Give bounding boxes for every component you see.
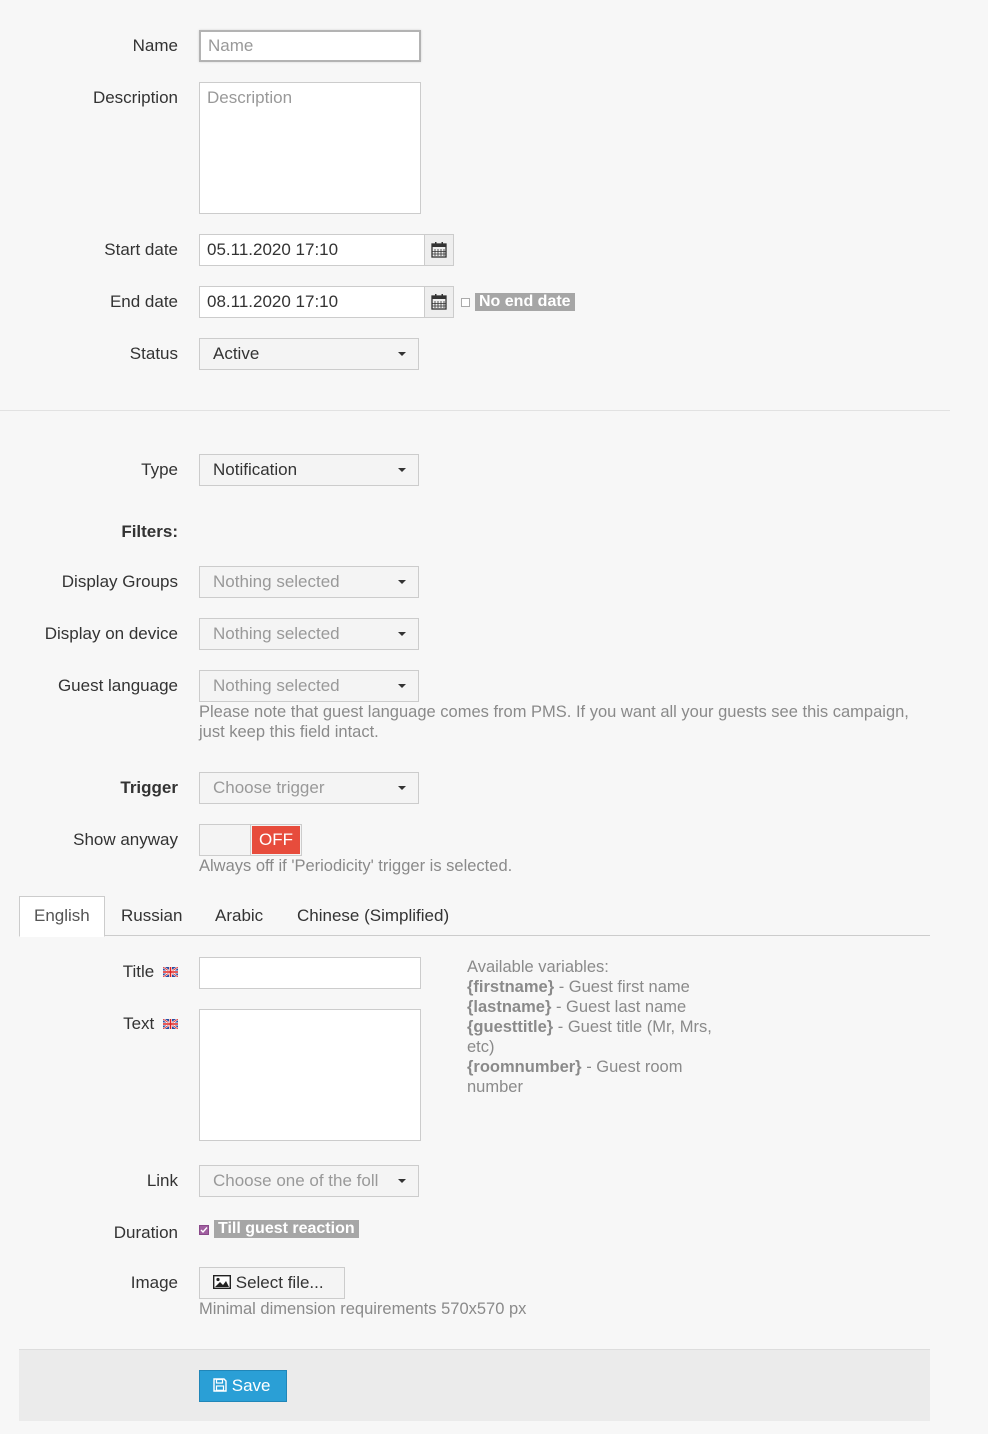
show-anyway-label: Show anyway [73,830,178,849]
chevron-down-icon [398,684,406,688]
link-select[interactable] [199,1165,419,1197]
tab-arabic[interactable]: Arabic [215,906,264,925]
language-tabs [19,896,930,936]
variable-desc: - Guest first name [554,978,690,996]
chevron-down-icon [398,1179,406,1183]
display-on-device-select[interactable] [199,618,419,650]
status-select-value: Active [213,344,260,363]
link-select-value: Choose one of the foll [213,1171,379,1190]
variable-name: {roomnumber} [467,1058,582,1076]
calendar-icon [431,294,447,310]
variable-name: {guesttitle} [467,1018,554,1036]
save-button[interactable] [199,1370,287,1402]
show-anyway-help: Always off if 'Periodicity' trigger is selected. [199,857,513,875]
title-label-row [123,962,178,982]
form-footer [19,1349,930,1421]
image-help: Minimal dimension requirements 570x570 px [199,1300,527,1318]
tab-english[interactable]: English [19,896,105,937]
chevron-down-icon [398,632,406,636]
select-file-button[interactable] [199,1267,345,1299]
till-guest-reaction-checkbox[interactable] [199,1225,209,1235]
uk-flag-icon [163,967,178,977]
display-on-device-select-value: Nothing selected [213,624,340,643]
trigger-select-value: Choose trigger [213,778,325,797]
floppy-disk-icon [213,1378,227,1392]
show-anyway-toggle[interactable] [199,824,302,856]
type-select[interactable] [199,454,419,486]
till-guest-reaction-label[interactable]: Till guest reaction [214,1220,359,1238]
variable-desc: - Guest title (Mr, Mrs, etc) [467,1018,712,1056]
filters-heading: Filters: [121,522,178,541]
uk-flag-icon [163,1019,178,1029]
chevron-down-icon [398,468,406,472]
trigger-select[interactable] [199,772,419,804]
display-groups-select[interactable] [199,566,419,598]
calendar-icon [431,242,447,258]
checkmark-icon [200,1226,208,1234]
save-label: Save [231,1376,271,1395]
display-groups-label: Display Groups [61,572,178,591]
image-label: Image [130,1273,178,1292]
description-textarea[interactable] [199,82,421,214]
variable-item [467,997,717,1017]
start-date-calendar-button[interactable] [424,234,454,266]
guest-language-help: Please note that guest language comes from PMS. If you want all your guests see this campaign, just keep this field intact. [199,703,909,741]
variable-name: {lastname} [467,998,552,1016]
link-label: Link [146,1171,178,1190]
start-date-input[interactable] [199,234,425,266]
image-icon [213,1275,231,1289]
tab-chinese-simplified[interactable]: Chinese (Simplified) [297,906,450,925]
variable-item [467,977,717,997]
status-label: Status [129,344,178,363]
description-label: Description [92,88,178,107]
type-select-value: Notification [213,460,298,479]
chevron-down-icon [398,786,406,790]
guest-language-label: Guest language [57,676,178,695]
chevron-down-icon [398,580,406,584]
section-divider [0,410,950,411]
end-date-input[interactable] [199,286,425,318]
start-date-label: Start date [104,240,178,259]
guest-language-select-value: Nothing selected [213,676,340,695]
name-label: Name [132,36,178,55]
tab-russian[interactable]: Russian [121,906,183,925]
text-label-row [123,1014,178,1034]
name-input[interactable] [199,30,421,62]
available-variables [467,957,717,1097]
end-date-label: End date [109,292,178,311]
variable-desc: - Guest room number [467,1058,683,1096]
no-end-date-checkbox[interactable] [461,298,470,307]
chevron-down-icon [398,352,406,356]
guest-language-select[interactable] [199,670,419,702]
variable-desc: - Guest last name [551,998,687,1016]
title-input[interactable] [199,957,421,989]
variables-heading: Available variables: [467,958,609,976]
text-textarea[interactable] [199,1009,421,1141]
status-select[interactable] [199,338,419,370]
trigger-label: Trigger [120,778,178,797]
variable-item [467,1057,717,1097]
select-file-label: Select file... [235,1273,324,1292]
no-end-date-label[interactable]: No end date [475,293,575,311]
toggle-off-indicator: OFF [252,826,300,854]
title-label: Title [122,962,155,981]
variable-item [467,1017,717,1057]
type-label: Type [141,460,178,479]
toggle-handle [200,825,251,855]
display-groups-select-value: Nothing selected [213,572,340,591]
display-on-device-label: Display on device [44,624,178,643]
text-label: Text [123,1014,155,1033]
variable-name: {firstname} [467,978,555,996]
end-date-calendar-button[interactable] [424,286,454,318]
duration-label: Duration [113,1223,178,1242]
